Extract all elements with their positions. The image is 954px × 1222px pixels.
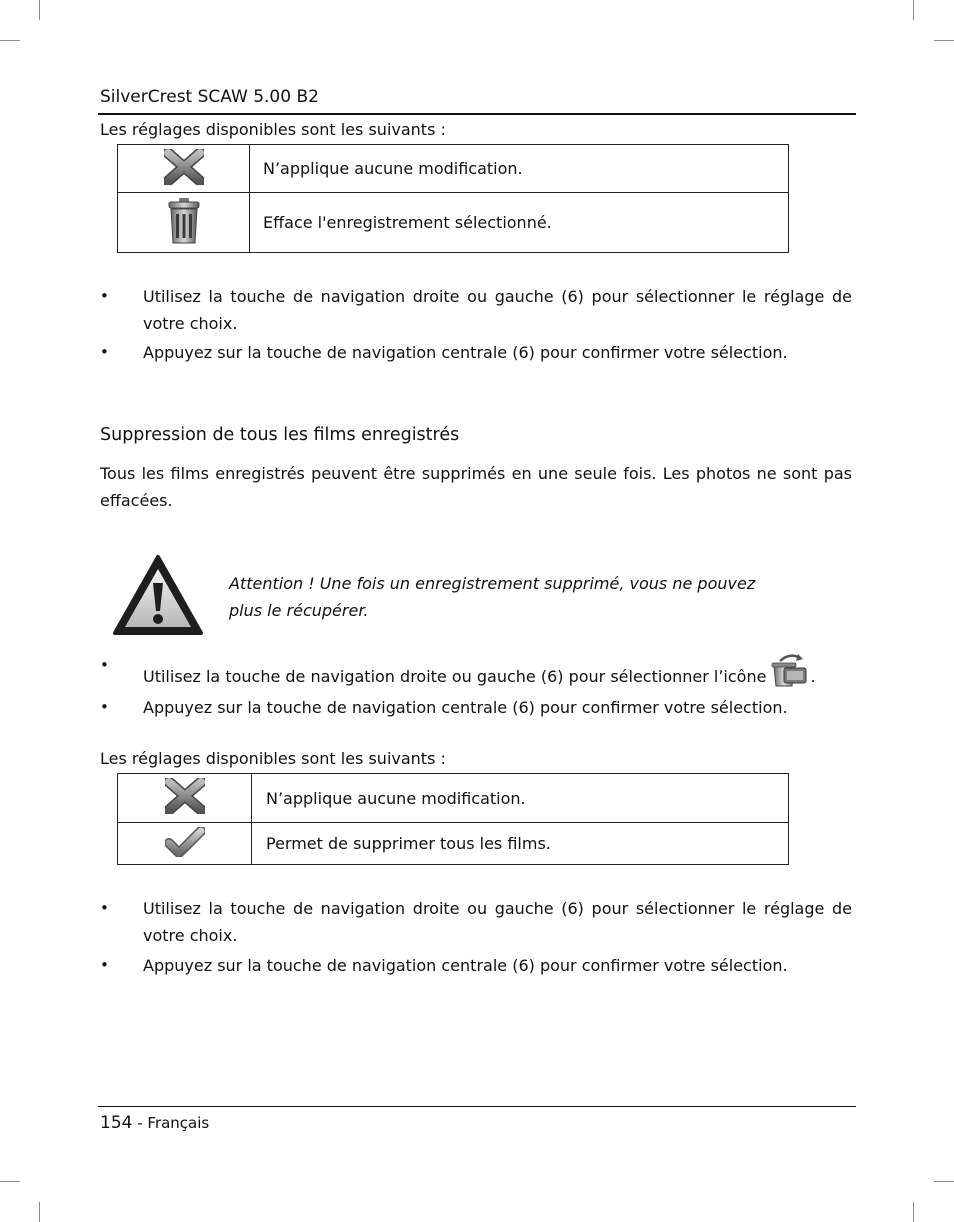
section-heading: Suppression de tous les films enregistrés <box>100 425 460 445</box>
crop-mark <box>913 1202 914 1222</box>
list-item-text: Appuyez sur la touche de navigation centrale (6) pour confirmer votre sélection. <box>143 343 788 362</box>
warning-text: Attention ! Une fois un enregistrement supprimé, vous ne pouvez plus le récupérer. <box>229 574 756 620</box>
crop-mark <box>934 1181 954 1182</box>
crop-mark <box>0 1181 20 1182</box>
warning-icon <box>111 553 205 637</box>
delete-all-films-icon <box>770 652 810 688</box>
list-item <box>100 283 852 337</box>
instruction-list <box>100 283 852 366</box>
crop-mark <box>0 40 20 41</box>
bullet: • <box>100 343 109 361</box>
bullet: • <box>100 656 109 674</box>
crop-mark <box>913 0 914 20</box>
table-row <box>118 823 789 865</box>
table-text-cell: Permet de supprimer tous les films. <box>252 823 789 865</box>
table-icon-cell <box>118 145 250 193</box>
page-footer <box>100 1113 209 1133</box>
footer-language: Français <box>147 1114 210 1132</box>
cross-icon <box>164 149 204 185</box>
trash-icon <box>166 197 202 245</box>
instruction-list <box>100 895 852 979</box>
table-icon-cell <box>118 774 252 823</box>
table-text-cell: Efface l'enregistrement sélectionné. <box>250 193 789 253</box>
settings-table <box>117 144 789 253</box>
bullet: • <box>100 287 109 305</box>
footer-separator: - <box>132 1114 148 1132</box>
bullet: • <box>100 956 109 974</box>
table-row <box>118 193 789 253</box>
list-item-text: Appuyez sur la touche de navigation centrale (6) pour confirmer votre sélection. <box>143 698 788 717</box>
list-item-text: Appuyez sur la touche de navigation centrale (6) pour confirmer votre sélection. <box>143 956 788 975</box>
footer-rule <box>98 1106 856 1107</box>
settings-table <box>117 773 789 865</box>
crop-mark <box>39 1202 40 1222</box>
instruction-list <box>100 652 852 721</box>
list-item <box>100 652 852 690</box>
document-header: SilverCrest SCAW 5.00 B2 <box>100 87 319 107</box>
crop-mark <box>39 0 40 20</box>
table-icon-cell <box>118 193 250 253</box>
page-number: 154 <box>100 1113 133 1133</box>
list-item-text: Utilisez la touche de navigation droite ou gauche (6) pour sélectionner le réglage de votre choix. <box>143 899 852 945</box>
list-item-text: Utilisez la touche de navigation droite ou gauche (6) pour sélectionner le réglage de votre choix. <box>143 287 852 333</box>
settings-intro: Les réglages disponibles sont les suivants : <box>100 749 446 768</box>
check-icon <box>165 827 205 857</box>
table-text-cell: N’applique aucune modification. <box>252 774 789 823</box>
settings-intro: Les réglages disponibles sont les suivants : <box>100 120 446 139</box>
list-item <box>100 339 852 366</box>
table-text-cell: N’applique aucune modification. <box>250 145 789 193</box>
table-row <box>118 145 789 193</box>
header-rule <box>98 113 856 115</box>
table-row <box>118 774 789 823</box>
cross-icon <box>165 778 205 814</box>
bullet: • <box>100 899 109 917</box>
list-item <box>100 952 852 979</box>
list-item-text-end: . <box>810 667 816 686</box>
bullet: • <box>100 698 109 716</box>
table-icon-cell <box>118 823 252 865</box>
list-item <box>100 895 852 949</box>
crop-mark <box>934 40 954 41</box>
section-paragraph: Tous les films enregistrés peuvent être supprimés en une seule fois. Les photos ne sont pas effacées. <box>100 464 852 510</box>
list-item-text: Utilisez la touche de navigation droite ou gauche (6) pour sélectionner l’icône <box>143 667 767 686</box>
list-item <box>100 694 852 721</box>
